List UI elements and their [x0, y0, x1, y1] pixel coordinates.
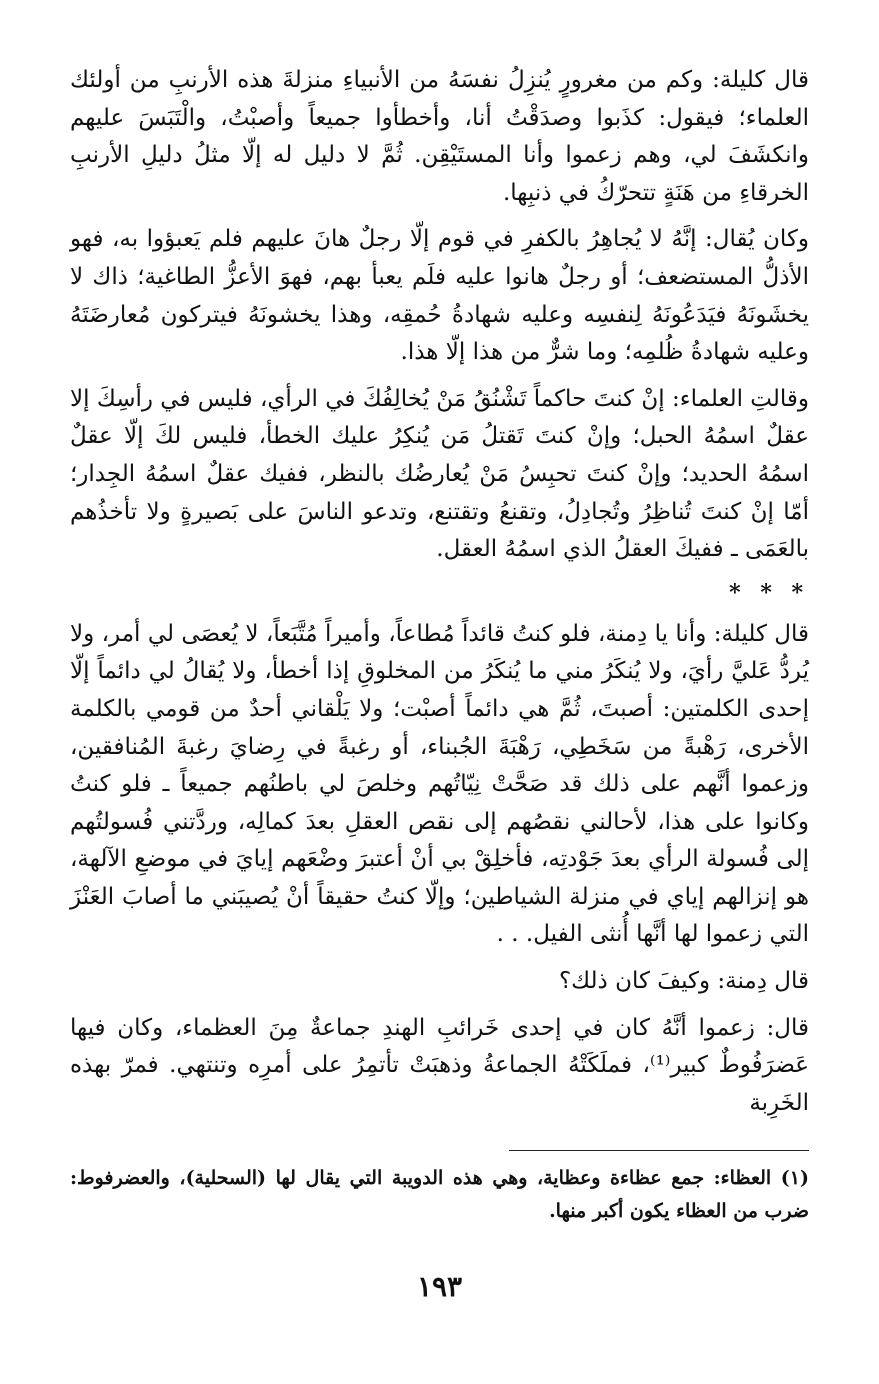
main-text [70, 62, 809, 1122]
paragraph-kalila-leader: قال كليلة: وأنا يا دِمنة، فلو كنتُ قائداً مُطاعاً، وأميراً مُتَّبَعاً، لا يُعصَى لي أمر، ولا يُردُّ عَليَّ رأيَ، ولا يُنكَرُ مني ما يُنكَرُ من المخلوقِ إذا أخطأ، ولا يُقالُ لي دائماً إلّا إحدى الكلمتين: أصبتَ، ثُمَّ هي دائماً أصبْت؛ ولا يَلْقاني أحدٌ من قومي بالكلمة الأخرى، رَهْبةً من سَخَطِي، رَهْبَةَ الجُبناء، أو رغبةً في رِضايَ رغبةَ المُنافقين، وزعموا أنَّهم على ذلك قد صَحَّتْ نِيّاتُهم وخلصَ لي باطنُهم جميعاً ـ فلو كنتُ وكانوا على هذا، لأحالني نقصُهم إلى نقص العقلِ بعدَ كمالِه، وردَّتني فُسولتُهم إلى فُسولة الرأي بعدَ جَوْدتِه، فأخلِقْ بي أنْ أعتبرَ وضْعَهم إيايَ في موضعِ الآلهة، هو إنزالهم إياي في منزلة الشياطين؛ وإلّا كنتُ حقيقاً أنْ يُصيبَني ما أصابَ العَنْزَ التي زعموا لها أنَّها أُنثى الفيل. . . [70, 620, 809, 948]
paragraph-scholars-mind: وقالتِ العلماء: إنْ كنتَ حاكماً تَشْنُقُ مَنْ يُخالِفُكَ في الرأي، فليس في رأسِكَ إلا عقلٌ اسمُهُ الحبل؛ وإنْ كنتَ تَقتلُ مَن يُنكِرُ عليك الخطأ، فليس لكَ إلّا عقلٌ اسمُهُ الحديد؛ وإنْ كنتَ تحبِسُ مَنْ يُعارضُك بالنظر، ففيك عقلٌ اسمُهُ الجِدار؛ أمّا إنْ كنتَ تُناظِرُ وتُجادِلُ، وتقنعُ وتقتنع، وتدعو الناسَ على بَصيرةٍ ولا تأخذُهم بالعَمَى ـ ففيكَ العقلُ الذي اسمُهُ العقل. [70, 385, 810, 563]
section-separator: * * * [729, 579, 809, 606]
footnote: (١) العظاء: جمع عظاءة وعظاية، وهي هذه الدويبة التي يقال لها (السحلية)، والعضرفوط: ضرب من العظاء يكون أكبر منها. [70, 1167, 809, 1222]
paragraph-kalila-rabbit: قال كليلة: وكم من مغرورٍ يُنزِلُ نفسَهُ من الأنبياءِ منزلةَ هذه الأرنبِ من أولئك العلماء؛ فيقول: كذَبوا وصدَقْتُ أنا، وأخطأوا جميعاً وأصبْتُ، والْتَبَسَ عليهم وانكشَفَ لي، وهم زعموا وأنا المستَيْقِن. ثُمَّ لا دليل له إلّا مثلُ دليلِ الأرنبِ الخرقاءِ من هَنَةٍ تتحرّكُ في ذنبِها. [70, 67, 809, 206]
paragraph-kufr-saying: وكان يُقال: إنَّهُ لا يُجاهِرُ بالكفرِ في قوم إلّا رجلٌ هانَ عليهم فلم يَعبؤوا به، فهو الأذلُّ المستضعف؛ أو رجلٌ هانوا عليه فلَم يعبأ بهم، فهوَ الأعزُّ الطاغية؛ ذاك لا يخشَونَهُ فيَدَعُونَهُ لِنفسِه وعليه شهادةُ حُمقِه، وهذا يخشونَهُ فيتركون مُعارضَتَهُ وعليه شهادةُ ظُلمِه؛ وما شرٌّ من هذا إلّا هذا. [70, 226, 809, 366]
page-body [70, 62, 809, 1131]
page-number: ١٩٣ [416, 1270, 463, 1303]
footnote-divider [509, 1150, 809, 1151]
paragraph-dimna-question: قال دِمنة: وكيفَ كان ذلك؟ [558, 968, 809, 995]
paragraph-story-start: قال: زعموا أنَّهُ كان في إحدى خَرائبِ الهندِ جماعةٌ مِنَ العظماء، وكان فيها عَضرَفُوطٌ كبير⁽¹⁾، فملَكَتْهُ الجماعةُ وذهبَتْ تأتمِرُ على أمرِه وتنتهي. فمرّ بهذه الخَرِبة [70, 1014, 809, 1116]
